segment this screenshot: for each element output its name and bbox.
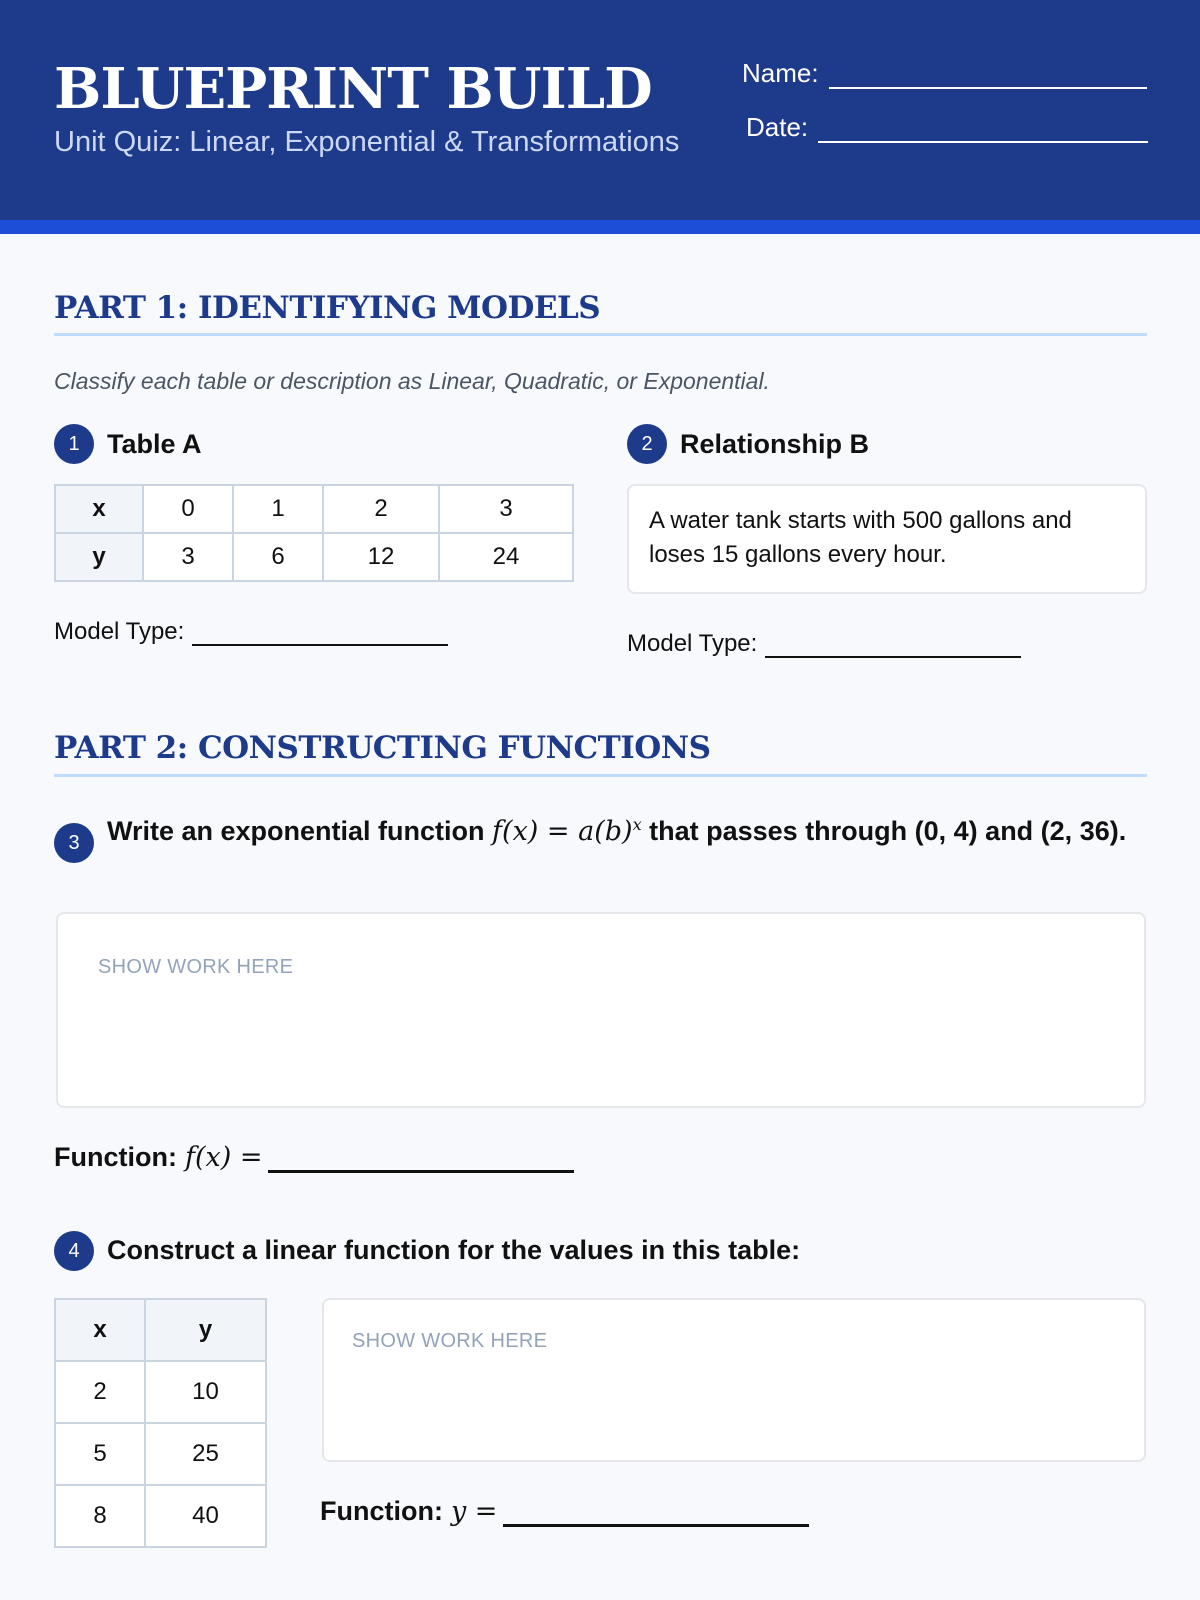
table-row: [55, 1423, 266, 1485]
name-label: Name:: [742, 58, 819, 88]
q4-x-cell: 5: [55, 1423, 145, 1485]
q4-table-header-row: [55, 1299, 266, 1361]
q3-prompt: [107, 806, 1167, 851]
q3-function-label: Function:: [54, 1142, 177, 1172]
q4-x-header: x: [55, 1299, 145, 1361]
q4-work-placeholder: SHOW WORK HERE: [352, 1330, 548, 1352]
date-field: [746, 112, 1148, 143]
table-a-cell: 24: [439, 533, 573, 581]
name-blank[interactable]: [829, 65, 1147, 89]
q4-function-answer: [320, 1496, 809, 1527]
table-row: [55, 1361, 266, 1423]
q3-formula: [492, 816, 642, 847]
q1-model-type-label: Model Type:: [54, 618, 185, 645]
q3-text-after: that passes through (0, 4) and (2, 36).: [649, 816, 1127, 846]
q4-work-area[interactable]: [322, 1298, 1146, 1462]
table-a-cell: 2: [323, 485, 439, 533]
table-a-x-row: [55, 485, 573, 533]
q3-formula-exponent: x: [632, 815, 642, 834]
q4-x-cell: 8: [55, 1485, 145, 1547]
part1-rule: [54, 333, 1147, 336]
q3-text-before: Write an exponential function: [107, 816, 485, 846]
q1-label: Table A: [107, 429, 202, 459]
date-blank[interactable]: [818, 119, 1148, 143]
q2-model-type-label: Model Type:: [627, 630, 758, 657]
part2-title: PART 2: CONSTRUCTING FUNCTIONS: [54, 730, 711, 766]
q3-work-placeholder: SHOW WORK HERE: [98, 956, 294, 978]
q4-y-header: y: [145, 1299, 266, 1361]
table-a: [54, 484, 574, 582]
part1-title: PART 1: IDENTIFYING MODELS: [54, 290, 601, 326]
question-number-1: 1: [54, 424, 94, 464]
q3-formula-base: f(x) = a(b): [492, 816, 633, 847]
worksheet-subtitle: Unit Quiz: Linear, Exponential & Transformations: [54, 126, 680, 158]
q4-prompt: Construct a linear function for the values in this table:: [107, 1235, 801, 1265]
q3-work-area[interactable]: [56, 912, 1146, 1108]
part1-instructions: Classify each table or description as Linear, Quadratic, or Exponential.: [54, 368, 770, 394]
worksheet-title: BLUEPRINT BUILD: [54, 56, 652, 122]
table-a-cell: 12: [323, 533, 439, 581]
table-a-y-row: [55, 533, 573, 581]
table-row: [55, 1485, 266, 1547]
question-number-4: 4: [54, 1231, 94, 1271]
relationship-b-card: [627, 484, 1147, 594]
relationship-b-description: A water tank starts with 500 gallons and loses 15 gallons every hour.: [649, 507, 1072, 568]
question-number-2: 2: [627, 424, 667, 464]
q1-model-type: [54, 618, 448, 646]
q4-function-blank[interactable]: [503, 1505, 809, 1527]
q4-function-math: y =: [450, 1496, 498, 1527]
header-banner: [0, 0, 1200, 220]
table-a-cell: 6: [233, 533, 323, 581]
q3-function-blank[interactable]: [268, 1151, 574, 1173]
q3-function-answer: [54, 1142, 574, 1173]
q3-function-math: f(x) =: [184, 1142, 263, 1173]
q1-model-type-blank[interactable]: [192, 626, 448, 646]
q2-model-type: [627, 630, 1021, 658]
table-a-cell: 0: [143, 485, 233, 533]
q2-label: Relationship B: [680, 429, 870, 459]
part2-rule: [54, 774, 1147, 777]
name-field: [742, 58, 1147, 89]
q4-function-label: Function:: [320, 1496, 443, 1526]
q2-model-type-blank[interactable]: [765, 638, 1021, 658]
q4-y-cell: 25: [145, 1423, 266, 1485]
question-number-3: 3: [54, 823, 94, 863]
q4-table: [54, 1298, 267, 1548]
table-a-x-header: x: [55, 485, 143, 533]
table-a-y-header: y: [55, 533, 143, 581]
date-label: Date:: [746, 112, 809, 142]
table-a-cell: 1: [233, 485, 323, 533]
q4-y-cell: 10: [145, 1361, 266, 1423]
q4-y-cell: 40: [145, 1485, 266, 1547]
table-a-cell: 3: [439, 485, 573, 533]
header-stripe: [0, 220, 1200, 234]
table-a-cell: 3: [143, 533, 233, 581]
q4-x-cell: 2: [55, 1361, 145, 1423]
